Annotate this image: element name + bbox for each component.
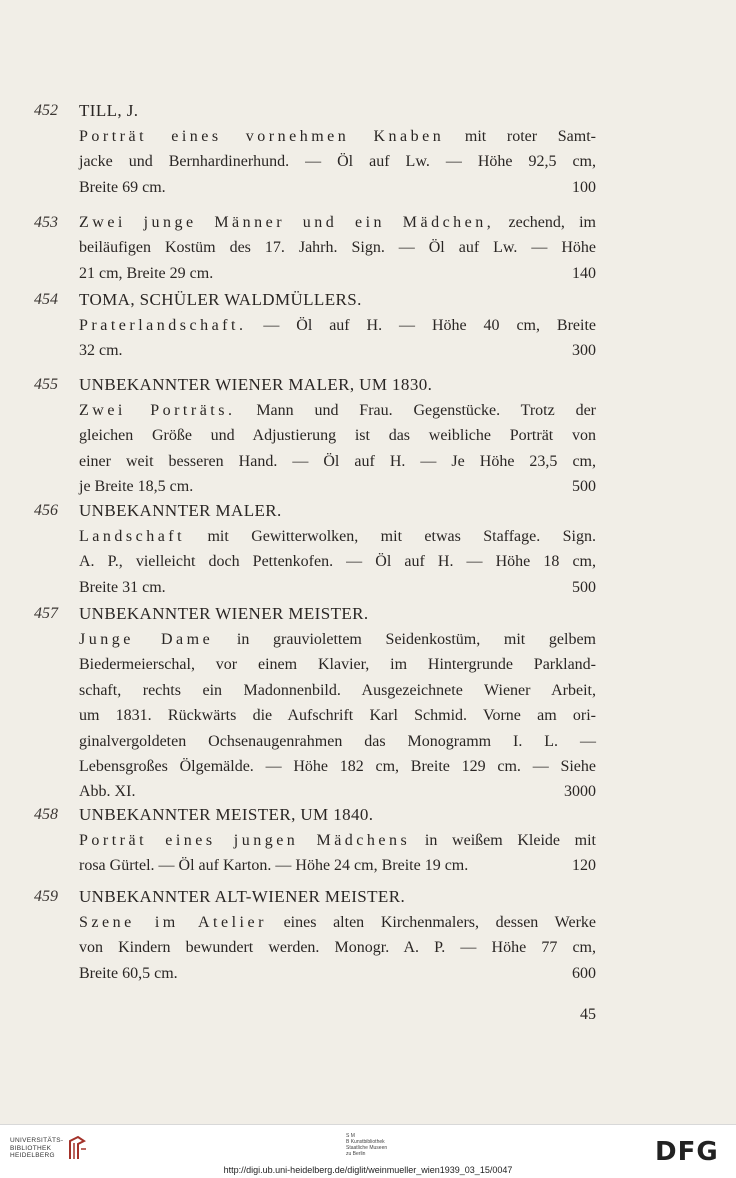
description-text: Breite 60,5 cm. [79,964,178,982]
description-line [79,549,596,574]
description-text: jacke und Bernhardinerhund. — Öl auf Lw. — Höhe 92,5 cm, [79,153,596,171]
estimate-price: 100 [572,178,596,196]
description-line [79,235,596,260]
lot-number: 459 [34,888,58,905]
lot-number: 455 [34,376,58,393]
artist-heading: UNBEKANNTER MALER. [79,501,282,520]
estimate-price: 600 [572,964,596,982]
description-text: um 1831. Rückwärts die Aufschrift Karl Schmid. Vorne am ori- [79,707,596,725]
description-text: mit roter Samt- [444,128,596,145]
entry-description [79,398,596,500]
description-line [79,779,596,804]
description-line [79,524,596,549]
description-text: Breite 69 cm. [79,178,166,196]
lot-number: 454 [34,291,58,308]
description-line [79,678,596,703]
artwork-title: Porträt eines jungen Mädchens [79,832,411,849]
description-text: ginalvergoldeten Ochsenaugenrahmen das Monogramm I. L. — [79,732,596,750]
artwork-title: Zwei Porträts. [79,402,236,419]
description-text: Breite 31 cm. [79,578,166,596]
entry-description [79,910,596,986]
description-line [79,652,596,677]
description-line [79,828,596,853]
description-line [79,575,596,600]
digitization-footer [0,1124,736,1178]
estimate-price: 3000 [564,783,596,801]
description-line [79,449,596,474]
description-text: Lebensgroßes Ölgemälde. — Höhe 182 cm, Breite 129 cm. — Siehe [79,757,596,775]
description-line [79,910,596,935]
estimate-price: 500 [572,578,596,596]
library-name [10,1137,63,1160]
entry-description [79,627,596,805]
estimate-price: 120 [572,857,596,875]
description-line [79,754,596,779]
description-text: in grauviolettem Seidenkostüm, mit gelbem [213,631,597,648]
description-text: 21 cm, Breite 29 cm. [79,264,214,282]
entry-description [79,828,596,879]
description-line [79,124,596,149]
page-number: 45 [580,1006,596,1023]
description-text: in weißem Kleide mit [410,832,597,849]
artwork-title: Landschaft [79,528,186,545]
description-line [79,398,596,423]
description-text: von Kindern bewundert werden. Monogr. A. P. — Höhe 77 cm, [79,939,596,957]
artwork-title: Junge Dame [79,631,214,648]
artwork-title: Szene im Atelier [79,914,267,931]
source-url-link[interactable]: http://digi.ub.uni-heidelberg.de/diglit/weinmueller_wien1939_03_15/0047 [223,1165,513,1175]
entry-description [79,210,596,286]
lot-number: 458 [34,806,58,823]
description-text: je Breite 18,5 cm. [79,478,194,496]
description-text: gleichen Größe und Adjustierung ist das weibliche Porträt von [79,427,596,445]
description-line [79,149,596,174]
description-text: — Öl auf H. — Höhe 40 cm, Breite [246,317,596,334]
description-line [79,175,596,200]
description-line [79,474,596,499]
description-line [79,261,596,286]
artist-heading: UNBEKANNTER MEISTER, UM 1840. [79,805,374,824]
museum-credit-line: zu Berlin [346,1151,366,1157]
artist-heading: UNBEKANNTER ALT-WIENER MEISTER. [79,887,406,906]
description-text: 32 cm. [79,342,123,360]
artist-heading: UNBEKANNTER WIENER MALER, UM 1830. [79,375,433,394]
description-text: zechend, im [494,214,597,231]
entry-description [79,524,596,600]
museum-credit [346,1133,387,1157]
artist-heading: UNBEKANNTER WIENER MEISTER. [79,604,369,623]
description-line [79,210,596,235]
description-line [79,338,596,363]
description-text: A. P., vielleicht doch Pettenkofen. — Öl auf H. — Höhe 18 cm, [79,553,596,571]
artwork-title: Zwei junge Männer und ein Mädchen, [79,214,495,231]
library-line: BIBLIOTHEK [10,1144,52,1152]
description-text: rosa Gürtel. — Öl auf Karton. — Höhe 24 cm, Breite 19 cm. [79,857,469,875]
description-text: mit Gewitterwolken, mit etwas Staffage. Sign. [185,528,596,545]
library-logo-icon [66,1135,88,1161]
artist-heading: TILL, J. [79,101,139,120]
description-line [79,703,596,728]
description-text: einer weit besseren Hand. — Öl auf H. — Je Höhe 23,5 cm, [79,452,596,470]
library-line: HEIDELBERG [10,1152,55,1159]
lot-number: 456 [34,502,58,519]
description-line [79,961,596,986]
artwork-title: Porträt eines vornehmen Knaben [79,128,445,145]
artist-heading: TOMA, SCHÜLER WALDMÜLLERS. [79,290,362,309]
description-text: eines alten Kirchenmalers, dessen Werke [266,914,596,931]
description-text: Abb. XI. [79,783,136,801]
estimate-price: 300 [572,342,596,360]
dfg-logo: DFG [655,1137,719,1167]
description-text: Biedermeierschal, vor einem Klavier, im Hintergrunde Parkland- [79,656,596,674]
description-line [79,423,596,448]
artwork-title: Praterlandschaft. [79,317,247,334]
lot-number: 457 [34,605,58,622]
estimate-price: 500 [572,478,596,496]
lot-number: 452 [34,102,58,119]
description-line [79,853,596,878]
entry-description [79,313,596,364]
museum-credit-line: S M [346,1133,355,1139]
description-text: Mann und Frau. Gegenstücke. Trotz der [235,402,596,419]
museum-credit-line: B Kunstbibliothek [346,1139,385,1145]
description-line [79,935,596,960]
description-text: beiläufigen Kostüm des 17. Jahrh. Sign. — Öl auf Lw. — Höhe [79,239,596,257]
description-line [79,313,596,338]
museum-credit-line: Staatliche Museen [346,1145,388,1151]
entry-description [79,124,596,200]
description-text: schaft, rechts ein Madonnenbild. Ausgezeichnete Wiener Arbeit, [79,681,596,699]
description-line [79,627,596,652]
library-line: UNIVERSITÄTS- [10,1137,64,1144]
estimate-price: 140 [572,264,596,282]
description-line [79,729,596,754]
lot-number: 453 [34,214,58,231]
